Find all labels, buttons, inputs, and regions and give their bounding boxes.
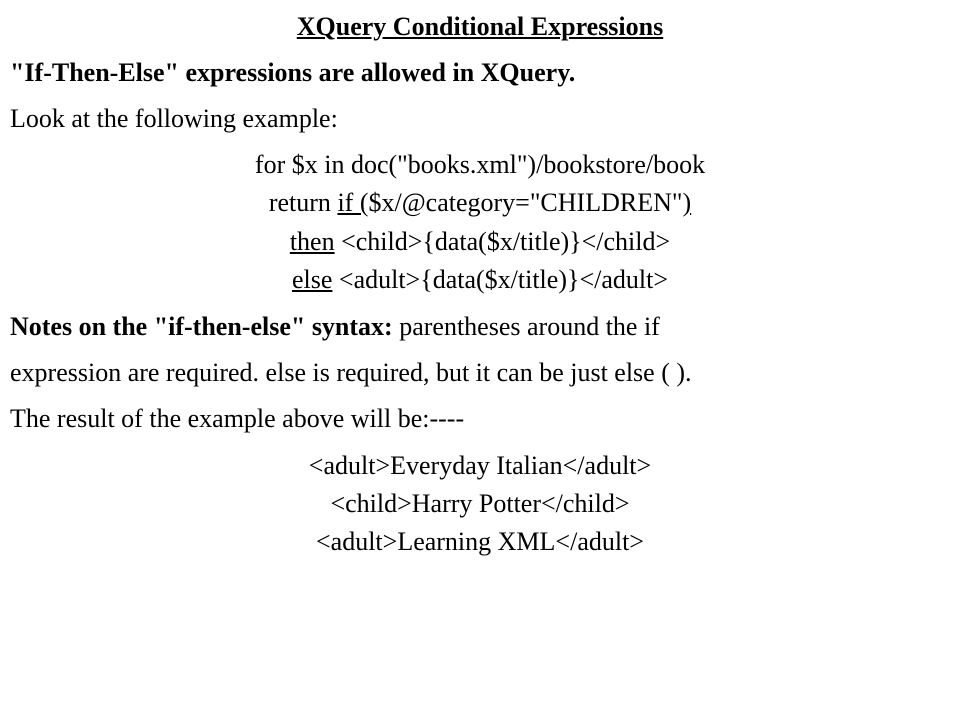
code-line-2 (0, 188, 960, 218)
code-return-keyword: return (268, 188, 338, 217)
notes-line-2: expression are required. else is required, but it can be just else ( ). (10, 358, 692, 387)
code-line-1: for $x in doc("books.xml")/bookstore/book (254, 150, 706, 179)
result-intro-text: The result of the example above will be:---- (10, 404, 465, 433)
result-line-1: <adult>Everyday Italian</adult> (308, 451, 652, 480)
code-then-keyword: then (289, 227, 335, 256)
code-else-keyword: else (291, 265, 333, 294)
page-title: XQuery Conditional Expressions (296, 12, 664, 41)
result-line-2: <child>Harry Potter</child> (330, 489, 630, 518)
code-condition: $x/@category="CHILDREN" (368, 188, 683, 217)
code-if-keyword: if ( (337, 188, 369, 217)
code-line-3 (0, 227, 960, 257)
notes-line-1 (10, 312, 660, 342)
intro-text: "If-Then-Else" expressions are allowed in XQuery. (10, 58, 576, 87)
code-else-branch: <adult>{data($x/title)}</adult> (332, 265, 668, 294)
code-then-branch: <child>{data($x/title)}</child> (334, 227, 671, 256)
result-line-3: <adult>Learning XML</adult> (316, 527, 644, 556)
notes-text-1: parentheses around the if (392, 312, 660, 341)
notes-label: Notes on the "if-then-else" syntax: (10, 312, 393, 341)
example-lead-text: Look at the following example: (10, 104, 338, 133)
code-close-paren: ) (682, 188, 692, 217)
code-line-4 (0, 265, 960, 295)
